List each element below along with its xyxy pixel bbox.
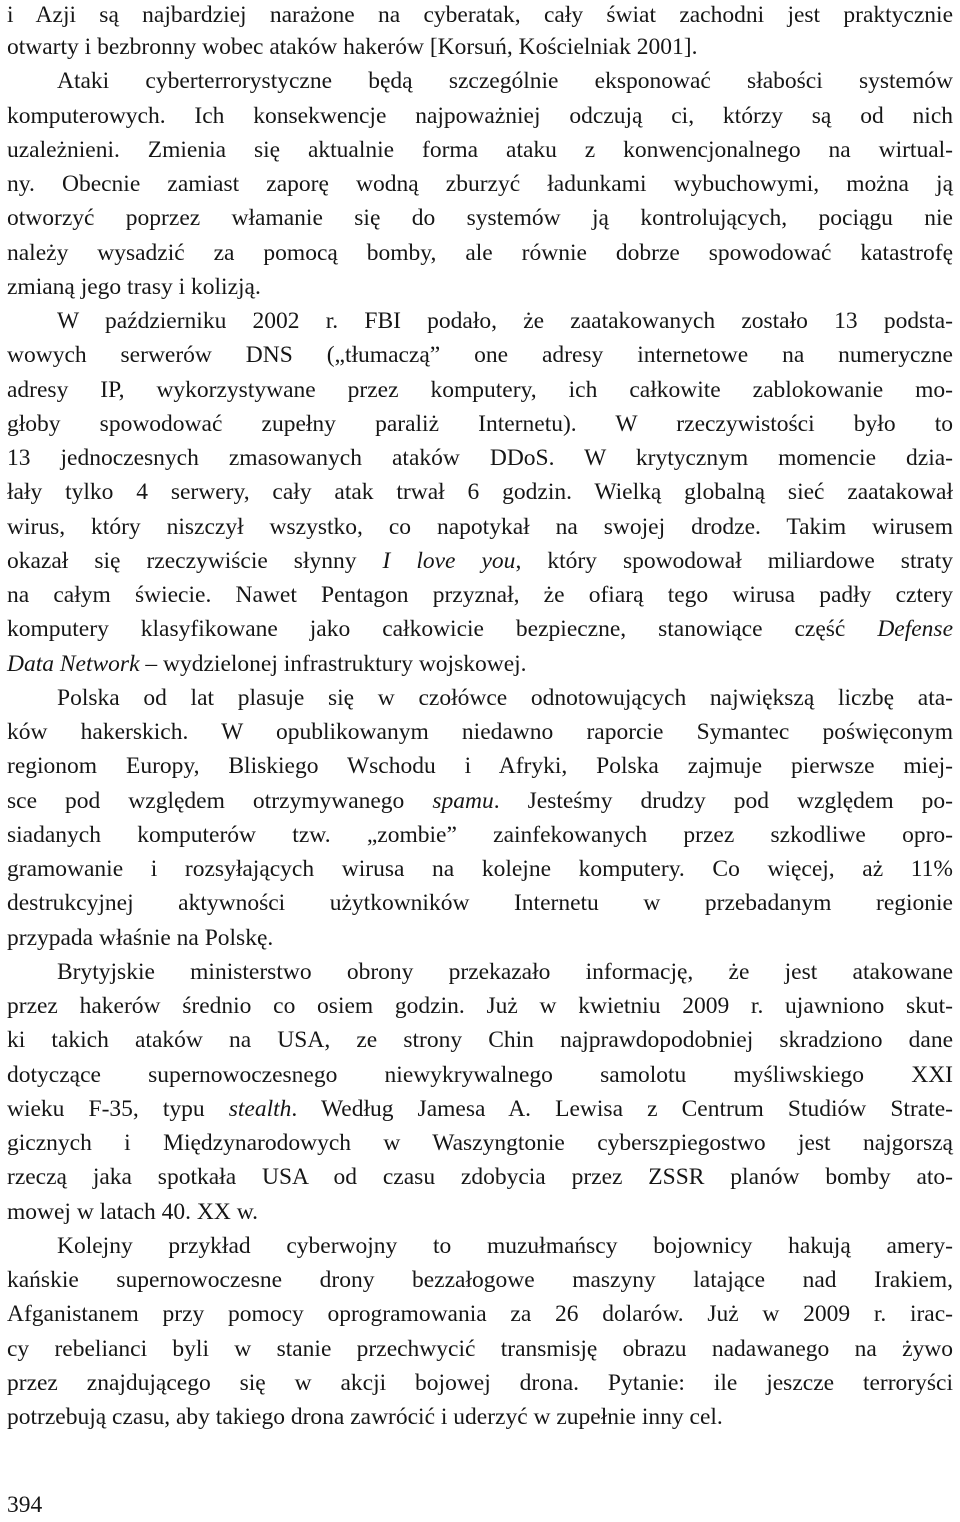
- text-segment: . Według Jamesa A. Lewisa z Centrum Studiów Strate-: [291, 1095, 954, 1122]
- text-line: [7, 1400, 953, 1434]
- text-line: [7, 1332, 953, 1366]
- text-line: [7, 544, 953, 578]
- text-line: [7, 1297, 953, 1331]
- text-segment: ki takich ataków na USA, ze strony Chin najprawdopodobniej skradziono dane: [7, 1027, 953, 1054]
- text-segment: dotyczące supernowoczesnego niewykrywalnego samolotu myśliwskiego XXI: [7, 1061, 953, 1088]
- text-segment: Afganistanem przy pomocy oprogramowania za 26 dolarów. Już w 2009 r. irac-: [7, 1301, 953, 1328]
- text-segment: wirus, który niszczył wszystko, co napotykał na swojej drodze. Takim wirusem: [7, 513, 953, 540]
- text-line: [7, 441, 953, 475]
- text-segment: zmianą jego trasy i kolizją.: [7, 273, 261, 300]
- text-segment: W październiku 2002 r. FBI podało, że zaatakowanych zostało 13 podsta-: [57, 308, 953, 334]
- text-line: [7, 1160, 953, 1194]
- text-line: [7, 852, 953, 886]
- text-segment: otwarty i bezbronny wobec ataków hakerów [Korsuń, Kościelniak 2001].: [7, 34, 698, 60]
- text-line: [7, 647, 953, 681]
- text-segment: uzależnieni. Zmienia się aktualnie forma ataku z konwencjonalnego na wirtual-: [7, 136, 953, 163]
- italic-text: Data Network: [7, 650, 140, 677]
- text-segment: otworzyć poprzez włamanie się do systemów ją kontrolujących, pociągu nie: [7, 205, 953, 232]
- text-segment: ków hakerskich. W opublikowanym niedawno raporcie Symantec poświęconym: [7, 719, 953, 745]
- text-line: [7, 407, 953, 441]
- text-line: [7, 133, 953, 167]
- text-line: [7, 64, 953, 98]
- text-segment: ny. Obecnie zamiast zaporę wodną zburzyć ładunkami wybuchowymi, można ją: [7, 171, 953, 197]
- text-line: [7, 99, 953, 133]
- text-segment: adresy IP, wykorzystywane przez komputery, ich całkowite zablokowanie mo-: [7, 376, 953, 403]
- text-segment: Ataki cyberterrorystyczne będą szczególnie eksponować słabości systemów: [57, 68, 953, 95]
- text-line: [7, 1366, 953, 1400]
- text-line: [7, 1263, 953, 1297]
- text-segment: należy wysadzić za pomocą bomby, ale równie dobrze spowodować katastrofę: [7, 239, 953, 266]
- text-line: [7, 921, 953, 955]
- text-segment: kańskie supernowoczesne drony bezzałogowe maszyny latające nad Irakiem,: [7, 1267, 953, 1293]
- text-line: [7, 681, 953, 715]
- text-segment: Brytyjskie ministerstwo obrony przekazało informację, że jest atakowane: [57, 958, 953, 985]
- italic-text: Defense: [877, 616, 953, 643]
- text-line: [7, 989, 953, 1023]
- text-segment: potrzebują czasu, aby takiego drona zawrócić i uderzyć w zupełnie inny cel.: [7, 1404, 723, 1430]
- text-line: [7, 1126, 953, 1160]
- text-line: [7, 510, 953, 544]
- text-segment: destrukcyjnej aktywności użytkowników Internetu w przebadanym regionie: [7, 890, 953, 917]
- text-segment: przez znajdującego się w akcji bojowej drona. Pytanie: ile jeszcze terroryści: [7, 1369, 953, 1396]
- text-segment: gramowanie i rozsyłających wirusa na kolejne komputery. Co więcej, aż 11%: [7, 856, 953, 882]
- text-line: [7, 1229, 953, 1263]
- text-line: [7, 373, 953, 407]
- text-line: [7, 1023, 953, 1057]
- text-line: [7, 578, 953, 612]
- text-segment: 13 jednoczesnych zmasowanych ataków DDoS. W krytycznym momencie dzia-: [7, 445, 953, 471]
- body-text: [7, 0, 953, 1434]
- text-segment: wieku F-35, typu: [7, 1095, 229, 1122]
- text-line: [7, 1092, 953, 1126]
- italic-text: spamu: [432, 787, 494, 814]
- text-line: [7, 0, 953, 30]
- text-segment: łały tylko 4 serwery, cały atak trwał 6 godzin. Wielką globalną sieć zaatakował: [7, 479, 953, 506]
- page-number: 394: [7, 1492, 43, 1518]
- italic-text: stealth: [228, 1095, 292, 1122]
- text-line: [7, 236, 953, 270]
- text-segment: rzeczą jaka spotkała USA od czasu zdobycia przez ZSSR planów bomby ato-: [7, 1164, 953, 1191]
- text-line: [7, 475, 953, 509]
- text-line: [7, 784, 953, 818]
- text-segment: gicznych i Międzynarodowych w Waszyngtonie cyberszpiegostwo jest najgorszą: [7, 1130, 953, 1156]
- italic-text: I love you: [382, 547, 516, 574]
- text-segment: Polska od lat plasuje się w czołówce odnotowujących największą liczbę ata-: [57, 684, 953, 711]
- text-segment: przez hakerów średnio co osiem godzin. Już w kwietniu 2009 r. ujawniono skut-: [7, 993, 953, 1019]
- text-segment: głoby spowodować zupełny paraliż Internetu). W rzeczywistości było to: [7, 410, 953, 437]
- text-segment: Kolejny przykład cyberwojny to muzułmańscy bojownicy hakują amery-: [57, 1232, 953, 1259]
- text-line: [7, 30, 953, 64]
- text-line: [7, 1058, 953, 1092]
- text-segment: . Jesteśmy drudzy pod względem po-: [493, 787, 953, 814]
- text-segment: sce pod względem otrzymywanego: [7, 787, 433, 814]
- text-line: [7, 749, 953, 783]
- text-line: [7, 270, 953, 304]
- text-line: [7, 167, 953, 201]
- text-line: [7, 1195, 953, 1229]
- text-segment: mowej w latach 40. XX w.: [7, 1198, 259, 1225]
- text-segment: i Azji są najbardziej narażone na cyberatak, cały świat zachodni jest praktycznie: [7, 2, 953, 28]
- text-segment: komputery klasyfikowane jako całkowicie bezpieczne, stanowiące część: [7, 616, 878, 643]
- text-line: [7, 715, 953, 749]
- text-segment: przypada właśnie na Polskę.: [7, 924, 274, 951]
- text-segment: siadanych komputerów tzw. „zombie” zainfekowanych przez szkodliwe opro-: [7, 821, 953, 848]
- text-segment: komputerowych. Ich konsekwencje najpoważniej odczują ci, którzy są od nich: [7, 102, 953, 129]
- text-line: [7, 612, 953, 646]
- text-line: [7, 201, 953, 235]
- text-segment: regionom Europy, Bliskiego Wschodu i Afryki, Polska zajmuje pierwsze miej-: [7, 753, 953, 780]
- text-line: [7, 304, 953, 338]
- text-segment: , który spowodował miliardowe straty: [515, 547, 954, 574]
- text-line: [7, 955, 953, 989]
- text-line: [7, 818, 953, 852]
- text-segment: wowych serwerów DNS („tłumaczą” one adresy internetowe na numeryczne: [7, 342, 953, 369]
- text-line: [7, 886, 953, 920]
- text-segment: na całym świecie. Nawet Pentagon przyznał, że ofiarą tego wirusa padły cztery: [7, 582, 953, 608]
- text-line: [7, 338, 953, 372]
- text-segment: okazał się rzeczywiście słynny: [7, 547, 383, 574]
- text-segment: – wydzielonej infrastruktury wojskowej.: [139, 650, 527, 677]
- text-segment: cy rebelianci byli w stanie przechwycić transmisję obrazu nadawanego na żywo: [7, 1335, 953, 1362]
